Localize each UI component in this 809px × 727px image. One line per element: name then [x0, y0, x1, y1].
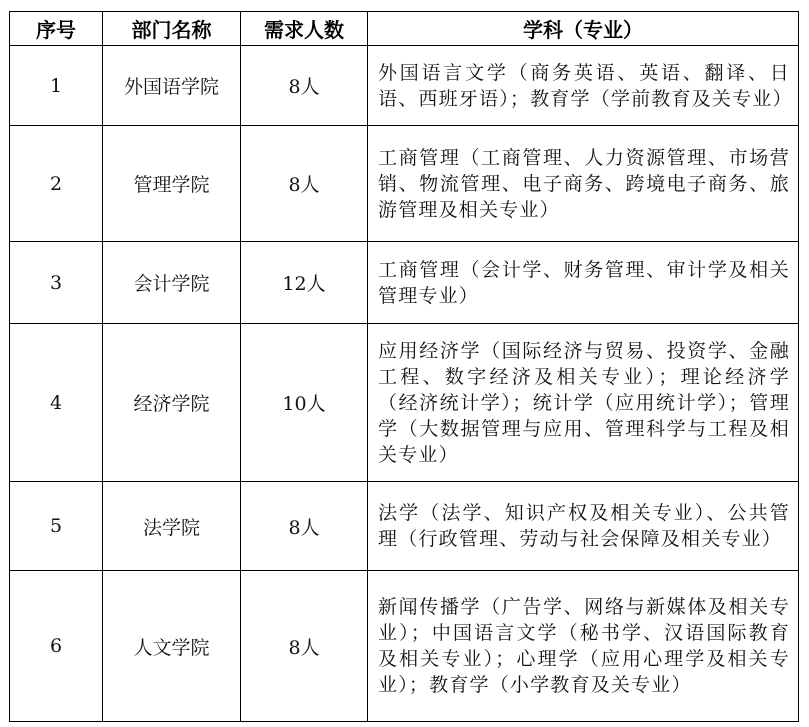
discipline-cell: 工商管理（工商管理、人力资源管理、市场营销、物流管理、电子商务、跨境电子商务、旅游管理及相关专业） [368, 126, 799, 242]
table-header-row [10, 12, 799, 46]
table-row [10, 324, 799, 482]
table-row [10, 482, 799, 571]
table-row [10, 126, 799, 242]
serial-number-cell: 2 [10, 126, 103, 242]
department-cell: 管理学院 [103, 126, 241, 242]
serial-number-cell: 3 [10, 242, 103, 324]
department-cell: 经济学院 [103, 324, 241, 482]
headcount-cell: 8人 [241, 571, 368, 722]
discipline-cell: 法学（法学、知识产权及相关专业）、公共管理（行政管理、劳动与社会保障及相关专业） [368, 482, 799, 571]
table-row [10, 46, 799, 126]
serial-number-cell: 1 [10, 46, 103, 126]
header-discipline: 学科（专业） [368, 12, 799, 46]
headcount-cell: 8人 [241, 126, 368, 242]
discipline-cell: 新闻传播学（广告学、网络与新媒体及相关专业）；中国语言文学（秘书学、汉语国际教育及相关专业）；心理学（应用心理学及相关专业）；教育学（小学教育及关专业） [368, 571, 799, 722]
table-row [10, 571, 799, 722]
serial-number-cell: 4 [10, 324, 103, 482]
department-cell: 会计学院 [103, 242, 241, 324]
department-cell: 外国语学院 [103, 46, 241, 126]
table-row [10, 242, 799, 324]
cut-off-section-heading [48, 0, 288, 6]
headcount-cell: 8人 [241, 482, 368, 571]
header-headcount: 需求人数 [241, 12, 368, 46]
serial-number-cell: 6 [10, 571, 103, 722]
recruitment-table [9, 11, 799, 722]
department-cell: 人文学院 [103, 571, 241, 722]
serial-number-cell: 5 [10, 482, 103, 571]
discipline-cell: 工商管理（会计学、财务管理、审计学及相关管理专业） [368, 242, 799, 324]
discipline-cell: 应用经济学（国际经济与贸易、投资学、金融工程、数字经济及相关专业）；理论经济学（经济统计学）；统计学（应用统计学）；管理学（大数据管理与应用、管理科学与工程及相关专业） [368, 324, 799, 482]
headcount-cell: 12人 [241, 242, 368, 324]
headcount-cell: 8人 [241, 46, 368, 126]
headcount-cell: 10人 [241, 324, 368, 482]
discipline-cell: 外国语言文学（商务英语、英语、翻译、日语、西班牙语）；教育学（学前教育及关专业） [368, 46, 799, 126]
header-serial-number: 序号 [10, 12, 103, 46]
header-department-name: 部门名称 [103, 12, 241, 46]
department-cell: 法学院 [103, 482, 241, 571]
